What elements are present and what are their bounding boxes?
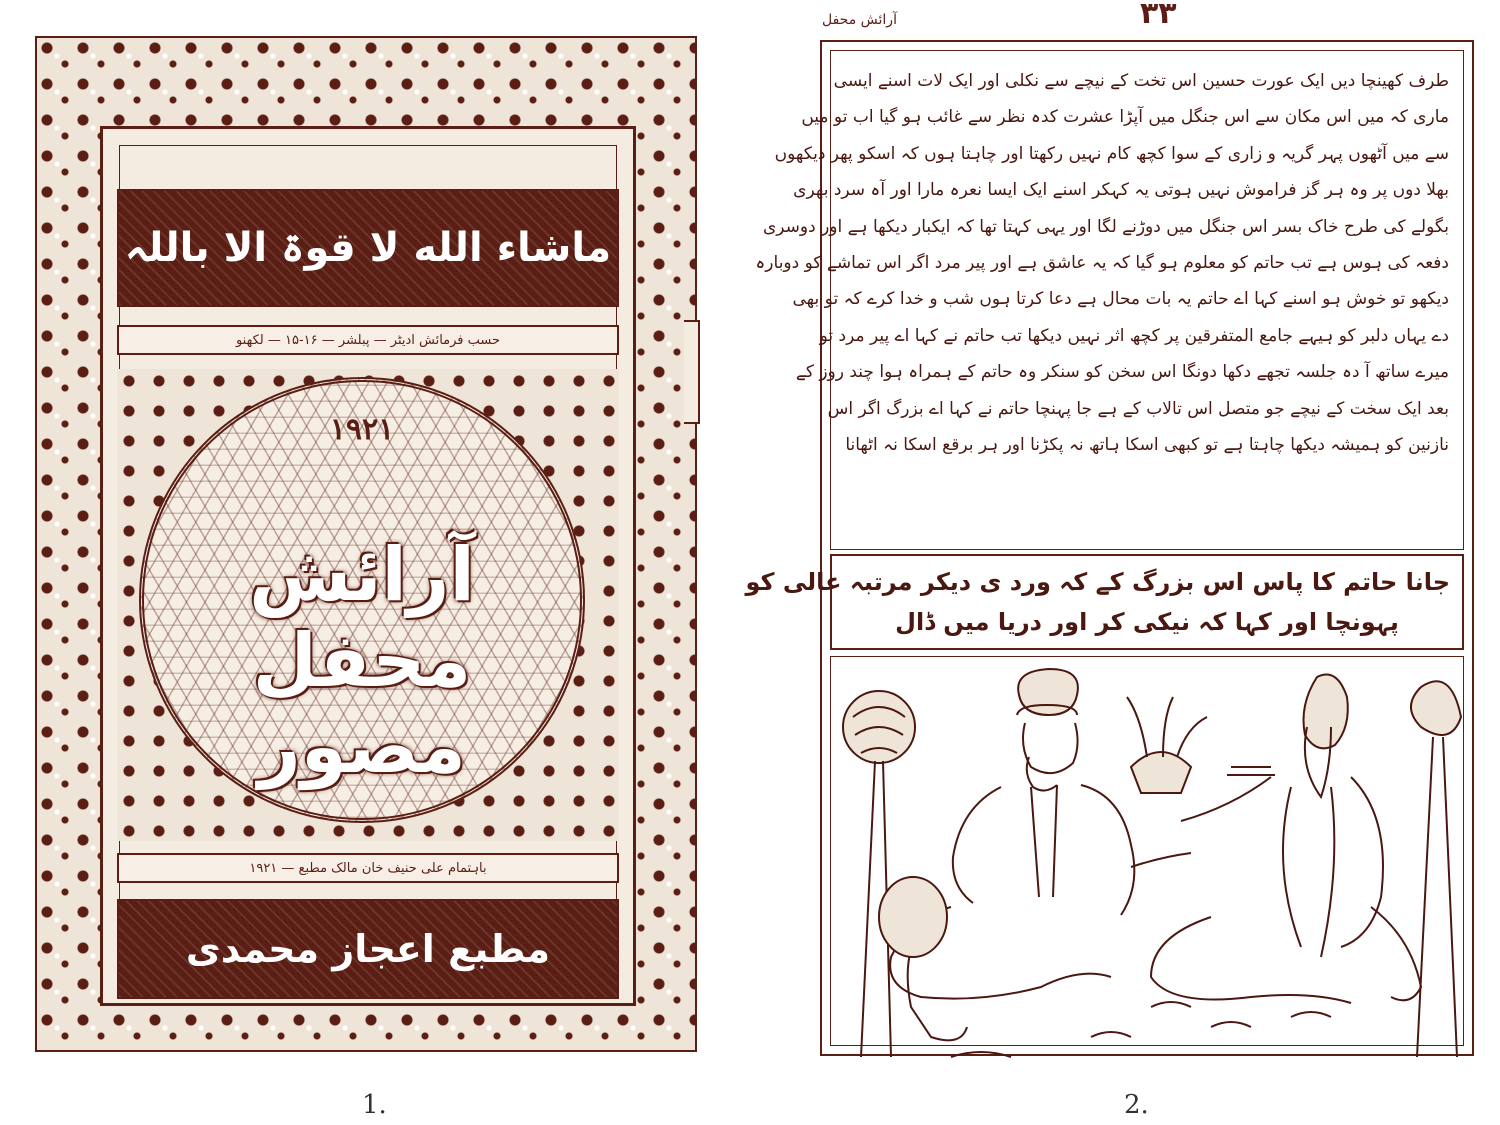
book-title: آرائش محفل مصور xyxy=(249,532,475,790)
top-calligraphy-band xyxy=(117,189,619,307)
figure-seated-right xyxy=(1151,675,1421,1004)
text-line: بعد ایک سخت کے نیچے جو متصل اس تالاب کے ہے جا پہنچا حاتم نے کہا اے بزرگ اگر اس xyxy=(827,398,1449,419)
text-line: طرف کھینچا دیں ایک عورت حسین اس تخت کے نیچے سے نکلی اور ایک لات اسنے ایسی xyxy=(833,71,1449,91)
binding-tab xyxy=(684,320,700,424)
title-medallion xyxy=(139,377,585,823)
text-line: ماری کہ میں اس مکان سے اس جنگل میں آپڑا عشرت کدہ نظر سے غائب ہو گیا اب تو میں xyxy=(801,107,1449,128)
text-line: سے میں آٹھوں پہر گریہ و زاری کے سوا کچھ کام نہیں رکھتا اور چاہتا ہوں کہ اسکو پھر دیکھوں xyxy=(774,143,1449,164)
title-page-figure xyxy=(35,36,697,1052)
text-page-figure xyxy=(745,40,1474,1056)
text-line: نازنین کو ہمیشہ دیکھا چاہتا ہے تو کبھی اسکا ہاتھ نہ پکڑنا اور ہر برقع اسکا نہ اٹھانا xyxy=(845,434,1449,455)
text-line: دے یہاں دلبر کو ہیہے جامع المتفرقین پر کچھ اثر نہیں دیکھا تب حاتم نے کہا اے پیر مرد تو xyxy=(819,325,1449,346)
section-heading-line: پہونچا اور کہا کہ نیکی کر اور دریا میں ڈال xyxy=(895,608,1399,636)
imprint-line-top xyxy=(117,325,619,355)
floral-medallion-panel xyxy=(117,369,619,841)
section-heading xyxy=(745,554,1464,650)
page-header xyxy=(822,0,1472,36)
bottom-band-text: مطبع اعجاز محمدی xyxy=(185,927,551,971)
text-line: دیکھو تو خوش ہو اسنے کہا اے حاتم یہ بات محال ہے دعا کرتا ہوں شب و خدا کرے کہ تو بھی xyxy=(792,289,1449,310)
illustration-drawing xyxy=(831,657,1467,1083)
ground-lines xyxy=(951,1002,1331,1057)
text-line: بگولے کی طرح خاک بسر اس جنگل میں دوڑنے لگا اور یہی کہتا تھا کہ ایکبار دیکھا ہے اور دوسری xyxy=(762,216,1449,237)
page-number: ۳۳ xyxy=(1140,0,1177,31)
title-page-inner-frame xyxy=(100,126,636,1006)
imprint-line-bottom-text: باہتمام علی حنیف خان مالک مطبع — ۱۹۲۱ xyxy=(249,860,487,876)
medallion-year: ۱۹۲۱ xyxy=(329,412,395,447)
woodcut-illustration xyxy=(830,656,1464,1046)
imprint-line-bottom xyxy=(117,853,619,883)
plant-pots xyxy=(1127,697,1275,793)
body-text-block xyxy=(755,50,1464,550)
figure-seated-left xyxy=(879,669,1191,1040)
text-line: بھلا دوں پر وہ ہر گز فراموش نہیں ہوتی یہ کہکر اسنے ایک ایسا نعرہ مارا اور آہ سرد بھری xyxy=(793,180,1449,201)
text-line: میرے ساتھ آ دہ جلسہ تجھے دکھا دونگا اس سخن کو سنکر وہ حاتم کے ہمراہ ہوا چند روز کے xyxy=(795,362,1449,383)
running-title: آرائش محفل xyxy=(822,12,897,28)
text-line: دفعہ کی ہوس ہے تب حاتم کو معلوم ہو گیا کہ یہ عاشق ہے اور پیر مرد اگر اس تماشے کو دوبارہ xyxy=(755,252,1449,273)
imprint-line-top-text: حسب فرمائش ادیٹر — پبلشر — ۱۶-۱۵ — لکھنو xyxy=(235,332,501,348)
bottom-calligraphy-band xyxy=(117,899,619,999)
tree-right xyxy=(1411,681,1461,1057)
figure-caption-1: 1. xyxy=(362,1090,387,1120)
top-band-text: ماشاء الله لا قوۃ الا باللہ xyxy=(124,225,612,271)
tree-left xyxy=(843,691,915,1057)
figure-caption-2: 2. xyxy=(1124,1090,1149,1120)
section-heading-line: جانا حاتم کا پاس اس بزرگ کے کہ ورد ی دیکر مرتبہ عالی کو xyxy=(745,568,1450,596)
